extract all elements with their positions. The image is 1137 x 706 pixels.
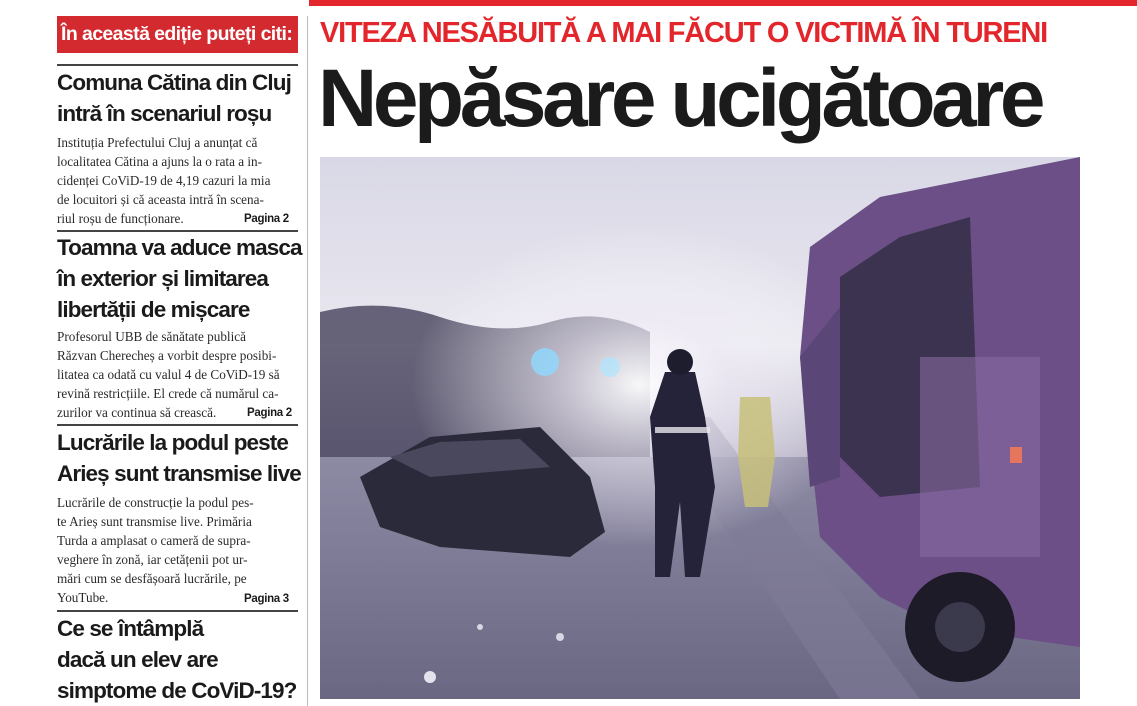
divider-rule xyxy=(57,424,298,426)
summary-line: veghere în zonă, iar cetățenii pot ur- xyxy=(57,552,248,567)
summary-line: de locuitori și că aceasta intră în scena- xyxy=(57,192,264,207)
page-reference[interactable]: Pagina 2 xyxy=(247,407,292,419)
article-title[interactable] xyxy=(57,613,302,706)
column-divider xyxy=(307,16,308,706)
edition-sidebar xyxy=(57,0,302,706)
top-accent-bar xyxy=(309,0,1137,6)
page-reference[interactable]: Pagina 2 xyxy=(244,213,289,225)
article-title[interactable] xyxy=(57,67,302,129)
article-summary xyxy=(57,493,298,607)
edition-header: În această ediție puteți citi: xyxy=(57,16,298,53)
summary-line: YouTube. xyxy=(57,590,109,605)
divider-rule xyxy=(57,610,298,612)
summary-line: revină restricțiile. El crede că numărul ca- xyxy=(57,386,279,401)
story-headline[interactable]: Nepăsare ucigătoare xyxy=(318,53,1042,144)
summary-line: Răzvan Cherecheș a vorbit despre posibi- xyxy=(57,348,277,363)
article-title-line: dacă un elev are xyxy=(57,647,218,672)
summary-line: te Arieș sunt transmise live. Primăria xyxy=(57,514,252,529)
page-reference[interactable]: Pagina 3 xyxy=(244,593,289,605)
article-title-line: intră în scenariul roșu xyxy=(57,101,272,126)
accident-scene-photo[interactable] xyxy=(320,157,1080,699)
summary-line: cidenței CoViD-19 de 4,19 cazuri la mia xyxy=(57,173,271,188)
summary-line: Instituția Prefectului Cluj a anunțat că xyxy=(57,135,258,150)
article-title-line: Arieș sunt transmise live xyxy=(57,461,301,486)
article-title-line: libertății de mișcare xyxy=(57,297,250,322)
article-title-line: în exterior și limitarea xyxy=(57,266,269,291)
summary-line: Lucrările de construcție la podul pes- xyxy=(57,495,254,510)
summary-line: mări cum se desfășoară lucrările, pe xyxy=(57,571,247,586)
summary-line: zurilor va continua să crească. xyxy=(57,405,217,420)
summary-line: Turda a amplasat o cameră de supra- xyxy=(57,533,251,548)
divider-rule xyxy=(57,64,298,66)
story-kicker: VITEZA NESĂBUITĂ A MAI FĂCUT O VICTIMĂ ÎN TURENI xyxy=(320,17,1047,49)
article-title-line: Ce se întâmplă xyxy=(57,616,204,641)
article-title-line: Toamna va aduce masca xyxy=(57,235,302,260)
article-title[interactable] xyxy=(57,427,302,489)
article-title-line: Comuna Cătina din Cluj xyxy=(57,70,291,95)
summary-line: Profesorul UBB de sănătate publică xyxy=(57,329,246,344)
article-title-line: Lucrările la podul peste xyxy=(57,430,288,455)
article-title-line: simptome de CoViD-19? xyxy=(57,678,297,703)
article-title[interactable] xyxy=(57,232,302,325)
summary-line: litatea ca odată cu valul 4 de CoViD-19 să xyxy=(57,367,280,382)
summary-line: localitatea Cătina a ajuns la o rata a in- xyxy=(57,154,263,169)
summary-line: riul roșu de funcționare. xyxy=(57,211,184,226)
